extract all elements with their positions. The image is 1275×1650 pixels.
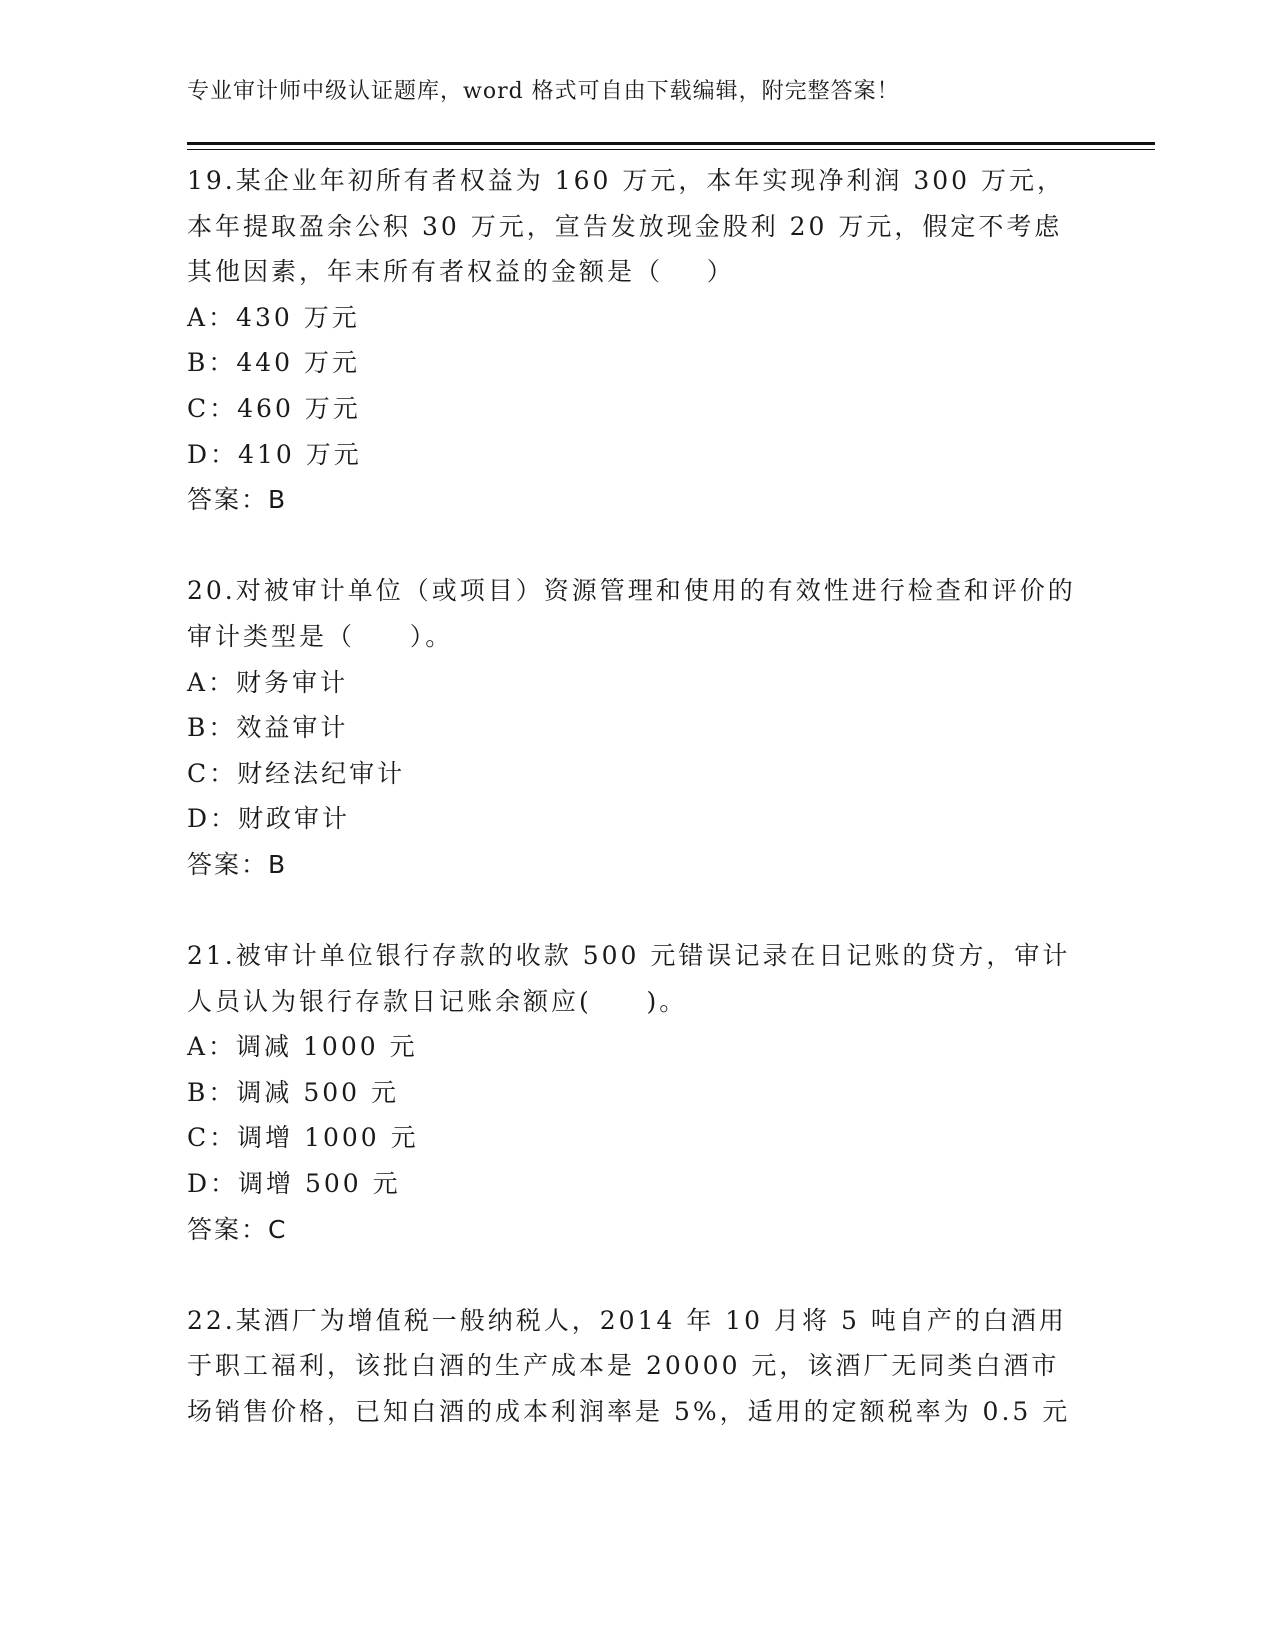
option-c: C：调增 1000 元 [187, 1123, 419, 1153]
header-rule-thick [187, 142, 1155, 145]
option-d: D：调增 500 元 [187, 1169, 401, 1199]
answer-line: 答案：B [187, 485, 288, 515]
question-stem: 21.被审计单位银行存款的收款 500 元错误记录在日记账的贷方，审计人员认为银行存款日记账余额应( )。 [187, 941, 1071, 1016]
option-c: C：财经法纪审计 [187, 758, 406, 788]
option-a: A：430 万元 [187, 302, 360, 332]
question-19 [187, 158, 1087, 523]
option-d: D：财政审计 [187, 804, 351, 834]
question-20 [187, 568, 1087, 887]
header-rule-thin [187, 149, 1155, 150]
option-b: B：效益审计 [187, 713, 349, 743]
question-stem: 19.某企业年初所有者权益为 160 万元，本年实现净利润 300 万元，本年提取盈余公积 30 万元，宣告发放现金股利 20 万元，假定不考虑其他因素，年末所有者权益的金额是（ ） [187, 166, 1065, 287]
question-21 [187, 933, 1087, 1252]
question-spacer [187, 523, 1087, 569]
option-a: A：调减 1000 元 [187, 1032, 418, 1062]
option-d: D：410 万元 [187, 439, 362, 469]
answer-line: 答案：C [187, 1214, 288, 1244]
answer-line: 答案：B [187, 849, 288, 879]
questions-content [187, 158, 1087, 1435]
option-c: C：460 万元 [187, 393, 361, 423]
page-header: 专业审计师中级认证题库，word 格式可自由下载编辑，附完整答案！ [187, 79, 900, 104]
question-stem: 20.对被审计单位（或项目）资源管理和使用的有效性进行检查和评价的审计类型是（ ）。 [187, 576, 1076, 651]
question-spacer [187, 1252, 1087, 1298]
option-b: B：440 万元 [187, 348, 361, 378]
question-stem: 22.某酒厂为增值税一般纳税人，2014 年 10 月将 5 吨自产的白酒用于职工福利，该批白酒的生产成本是 20000 元，该酒厂无同类白酒市场销售价格，已知白酒的成本利润率是 5%，适用的定额税率为 0.5 元 [187, 1305, 1071, 1427]
option-b: B：调减 500 元 [187, 1077, 399, 1107]
question-22 [187, 1298, 1087, 1435]
option-a: A：财务审计 [187, 667, 349, 697]
question-spacer [187, 888, 1087, 934]
